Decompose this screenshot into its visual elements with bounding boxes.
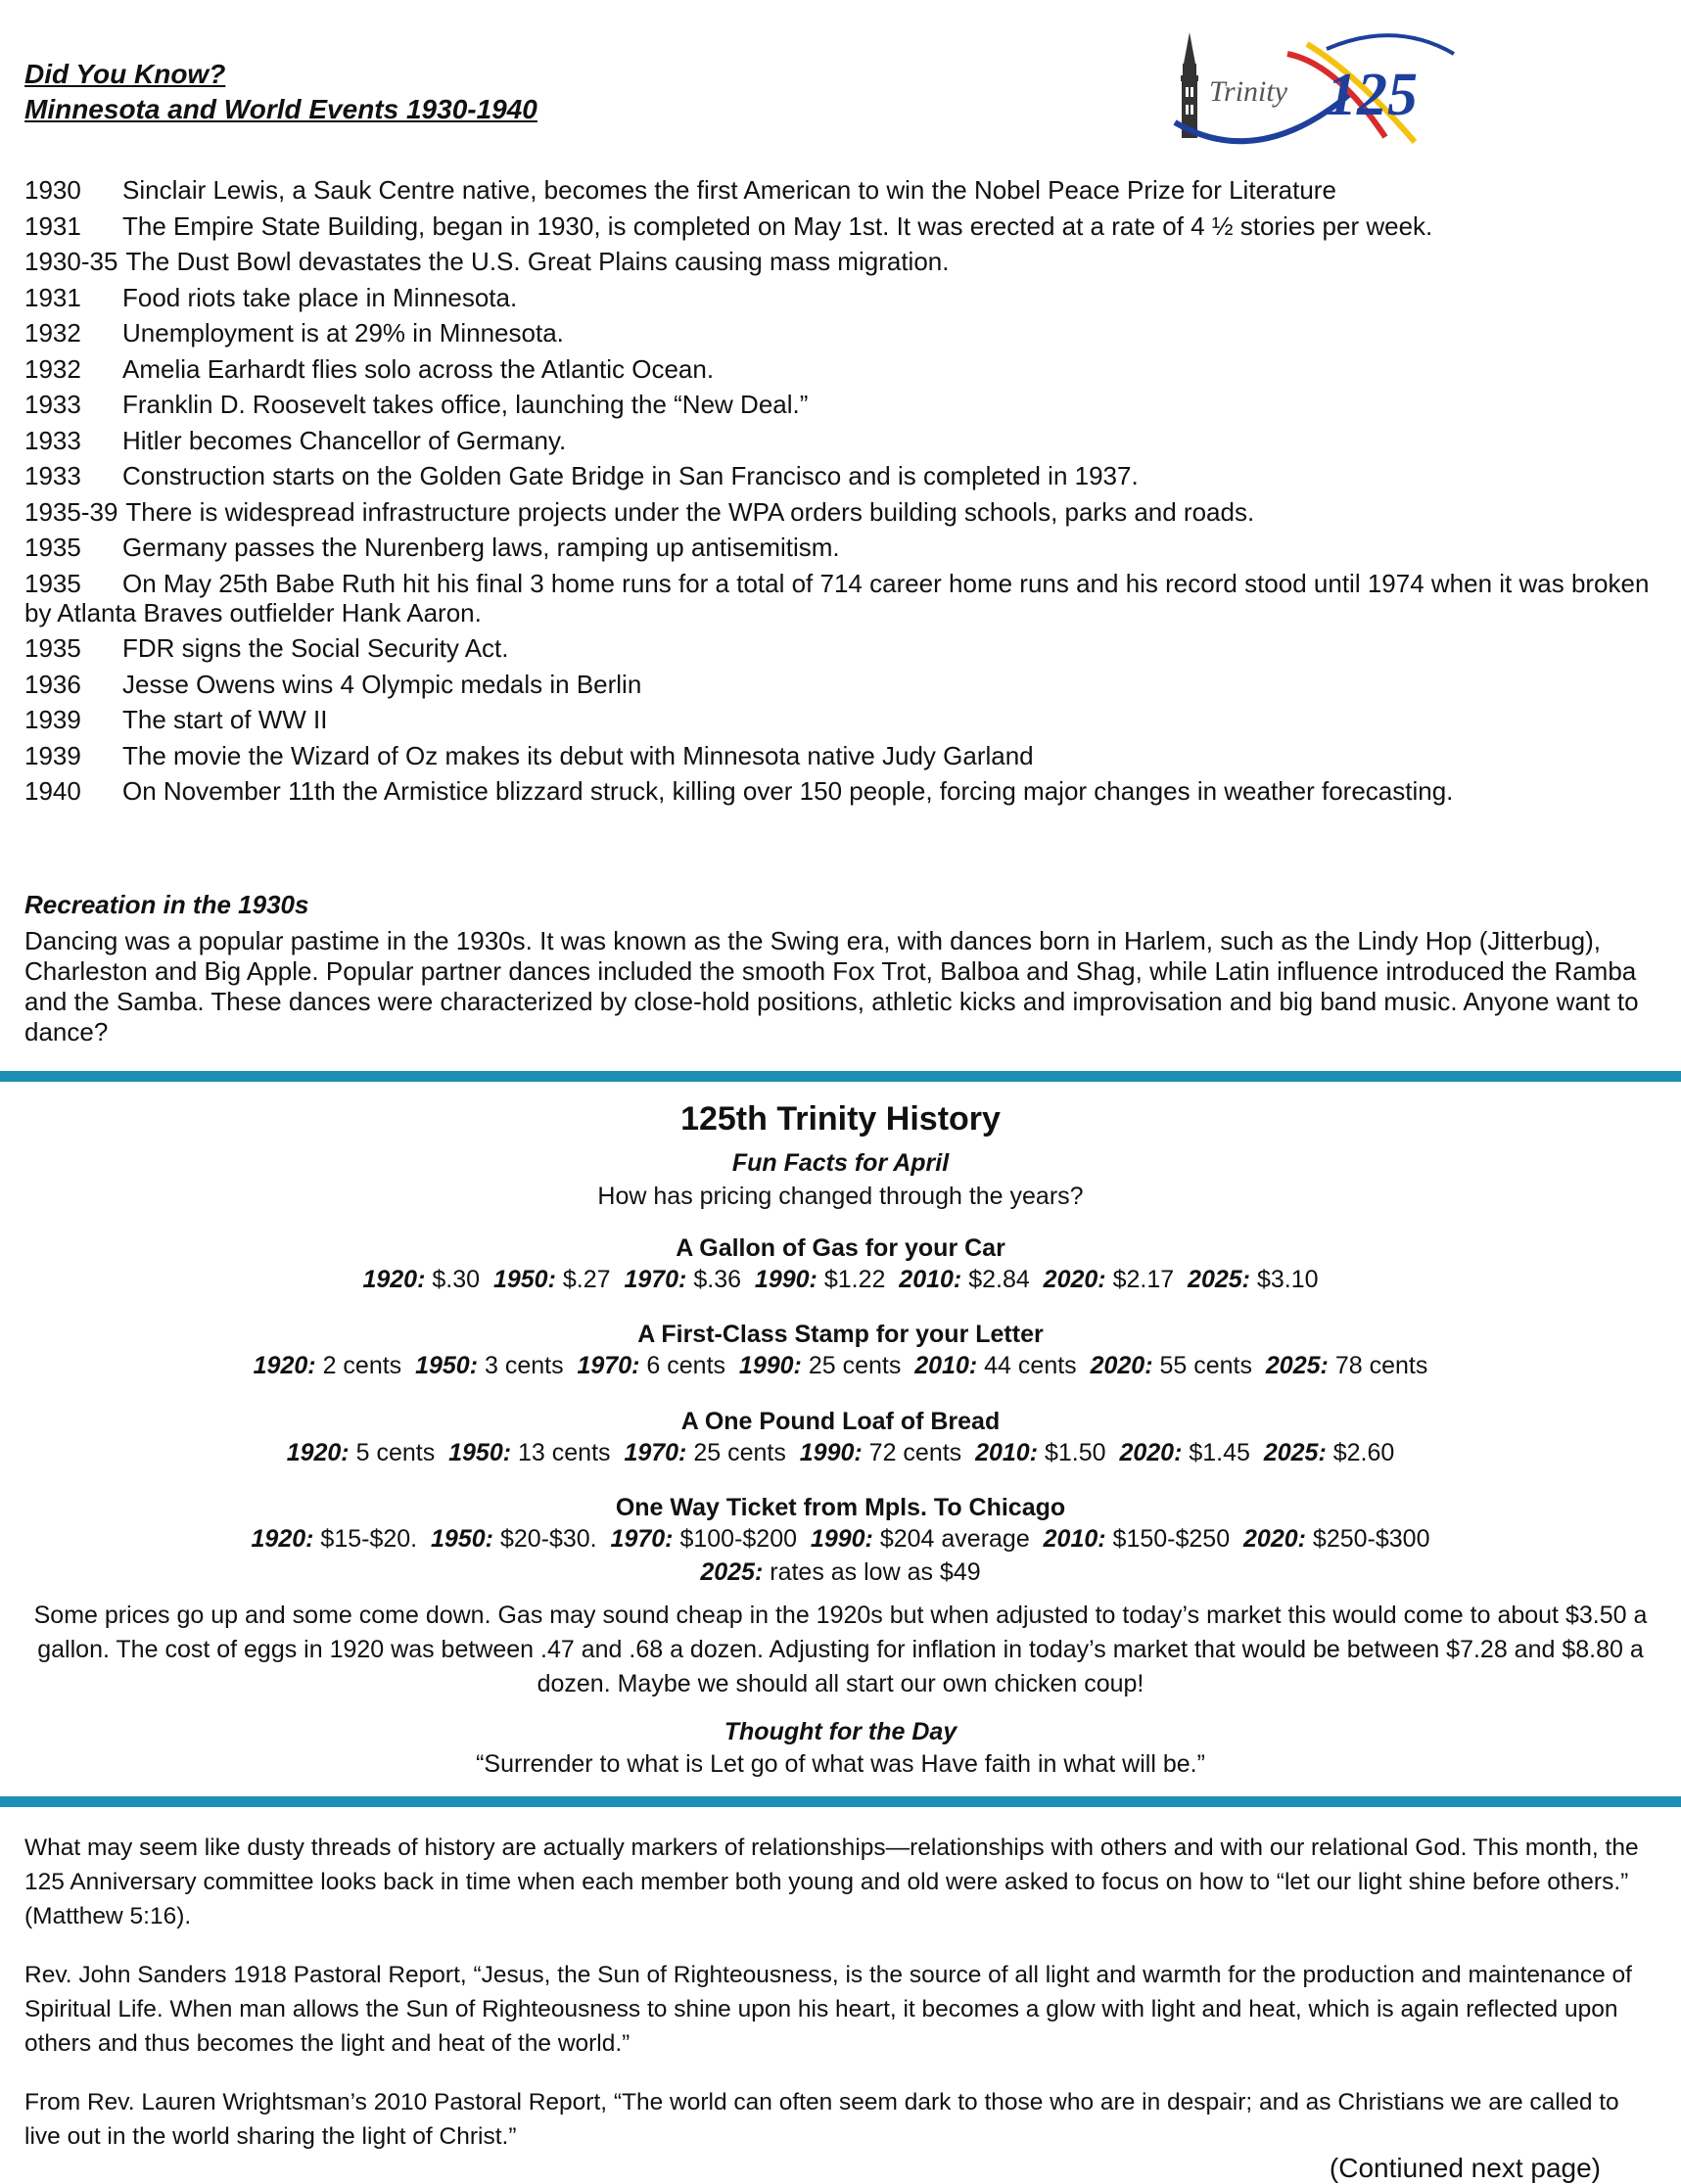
history-summary: Some prices go up and some come down. Gas may sound cheap in the 1920s but when adjusted to today’s market this would come to about $3.50 a gallon. The cost of eggs in 1920 was between .47 and .68 a dozen. Adjusting for inflation in today’s market that would be between $7.28 and $8.80 a dozen. Maybe we should all start our own chicken coup! — [33, 1602, 1648, 1697]
event-text: Germany passes the Nurenberg laws, ramping up antisemitism. — [122, 533, 840, 562]
event-item — [24, 390, 1659, 419]
paragraph-light: What may seem like dusty threads of history are actually markers of relationships—relationships with others and with our relational God. This month, the 125 Anniversary committee looks back in time when each member both young and old were asked to focus on how to “let our light shine before others.” (Matthew 5:16). — [24, 1835, 1639, 1929]
continued-note: (Contiuned next page) — [1329, 2153, 1601, 2183]
event-year: 1930-35 — [24, 247, 118, 276]
price-line — [20, 1437, 1661, 1468]
event-text: Construction starts on the Golden Gate Bridge in San Francisco and is completed in 1937. — [122, 461, 1139, 490]
event-year: 1930 — [24, 175, 81, 205]
logo-number: 125 — [1327, 62, 1418, 128]
price-value: $1.45 — [1189, 1439, 1250, 1466]
price-value: $250-$300 — [1312, 1525, 1430, 1553]
history-question: How has pricing changed through the years? — [597, 1183, 1084, 1210]
price-line — [20, 1523, 1661, 1555]
event-year: 1932 — [24, 353, 81, 384]
event-text: Food riots take place in Minnesota. — [122, 282, 518, 312]
price-year: 1950: — [448, 1439, 512, 1466]
event-year: 1933 — [24, 425, 81, 455]
price-value: $.27 — [562, 1266, 611, 1293]
price-section-heading: A First-Class Stamp for your Letter — [637, 1321, 1044, 1348]
event-text: FDR signs the Social Security Act. — [122, 633, 509, 663]
price-year: 2025: — [1188, 1266, 1250, 1293]
event-year: 1933 — [24, 390, 81, 419]
history-title — [20, 1097, 1661, 1143]
price-year: 1950: — [415, 1352, 479, 1379]
price-line — [20, 1557, 1661, 1588]
price-year: 1970: — [624, 1439, 687, 1466]
section-divider-bottom — [0, 1796, 1681, 1807]
event-text: Jesse Owens wins 4 Olympic medals in Berlin — [122, 669, 642, 699]
event-year: 1935 — [24, 533, 81, 562]
price-line — [20, 1350, 1661, 1381]
price-value: $20-$30. — [499, 1525, 597, 1553]
price-year: 1970: — [624, 1266, 687, 1293]
price-year: 1990: — [810, 1525, 873, 1553]
event-item — [24, 461, 1659, 490]
event-text: On November 11th the Armistice blizzard struck, killing over 150 people, forcing major changes in weather forecasting. — [122, 776, 1454, 806]
event-text: The Dust Bowl devastates the U.S. Great Plains causing mass migration. — [125, 247, 950, 276]
price-value: $150-$250 — [1112, 1525, 1231, 1553]
event-year: 1936 — [24, 669, 81, 699]
event-item — [24, 533, 1659, 562]
header-title-line1: Did You Know? — [24, 59, 226, 89]
price-value: 44 cents — [984, 1352, 1077, 1379]
price-year: 1990: — [754, 1266, 817, 1293]
price-value: $.30 — [432, 1266, 481, 1293]
price-value: 78 cents — [1334, 1352, 1428, 1379]
event-year: 1939 — [24, 705, 81, 734]
event-item — [24, 175, 1659, 205]
event-item — [24, 354, 1659, 384]
price-year: 1920: — [253, 1352, 316, 1379]
events-list — [24, 175, 1659, 813]
price-value: $204 average — [879, 1525, 1030, 1553]
event-year: 1935 — [24, 633, 81, 663]
price-value: 13 cents — [518, 1439, 611, 1466]
price-value: $2.84 — [968, 1266, 1030, 1293]
event-item — [24, 741, 1659, 770]
event-text: Sinclair Lewis, a Sauk Centre native, becomes the first American to win the Nobel Peace Prize for Literature — [122, 175, 1336, 205]
price-year: 1970: — [577, 1352, 640, 1379]
event-text: There is widespread infrastructure projects under the WPA orders building schools, parks and roads. — [125, 496, 1255, 527]
price-value: 25 cents — [693, 1439, 786, 1466]
event-item — [24, 705, 1659, 734]
price-year: 2020: — [1119, 1439, 1183, 1466]
price-year: 1920: — [251, 1525, 314, 1553]
event-item — [24, 569, 1659, 627]
price-value: 5 cents — [355, 1439, 436, 1466]
recreation-body: Dancing was a popular pastime in the 1930s. It was known as the Swing era, with dances born in Harlem, such as the Lindy Hop (Jitterbug), Charleston and Big Apple. Popular partner dances included the smooth Fox Trot, Balboa and Shag, while Latin influence introduced the Ramba and the Samba. These dances were characterized by close-hold positions, athletic kicks and improvisation and big band music. Anyone want to dance? — [24, 926, 1639, 1046]
price-value: $100-$200 — [679, 1525, 798, 1553]
event-text: The movie the Wizard of Oz makes its debut with Minnesota native Judy Garland — [122, 740, 1034, 770]
event-text: Unemployment is at 29% in Minnesota. — [122, 318, 564, 348]
price-year: 1990: — [799, 1439, 863, 1466]
price-year: 1970: — [610, 1525, 674, 1553]
event-item — [24, 247, 1659, 276]
price-year: 2025: — [1263, 1439, 1327, 1466]
event-text: The start of WW II — [122, 705, 328, 734]
steeple-icon — [1181, 32, 1198, 138]
event-text: Amelia Earhardt flies solo across the Atlantic Ocean. — [122, 353, 715, 384]
price-value: 25 cents — [808, 1352, 902, 1379]
page-header — [24, 57, 537, 127]
price-year: 1920: — [362, 1266, 426, 1293]
price-year: 1920: — [286, 1439, 350, 1466]
price-line — [20, 1264, 1661, 1295]
price-value: rates as low as $49 — [770, 1558, 981, 1586]
thought-text: “Surrender to what is Let go of what was Have faith in what will be.” — [476, 1750, 1205, 1778]
price-value: 6 cents — [646, 1352, 726, 1379]
price-value: 72 cents — [868, 1439, 962, 1466]
event-item — [24, 211, 1659, 241]
price-value: 2 cents — [322, 1352, 402, 1379]
logo-word: Trinity — [1209, 75, 1288, 108]
event-text: Hitler becomes Chancellor of Germany. — [122, 425, 567, 455]
price-value: $1.50 — [1045, 1439, 1106, 1466]
thought-title: Thought for the Day — [724, 1718, 957, 1745]
price-value: $3.10 — [1256, 1266, 1319, 1293]
history-title-text: 125th Trinity History — [680, 1100, 1001, 1138]
trinity-125-logo — [1170, 24, 1464, 162]
price-year: 2010: — [914, 1352, 978, 1379]
event-text: The Empire State Building, began in 1930, is completed on May 1st. It was erected at a rate of 4 ½ stories per week. — [122, 210, 1433, 241]
price-value: $15-$20. — [320, 1525, 418, 1553]
price-value: $2.60 — [1332, 1439, 1395, 1466]
price-year: 2010: — [975, 1439, 1039, 1466]
event-item — [24, 670, 1659, 699]
event-item — [24, 283, 1659, 312]
price-section-heading: A Gallon of Gas for your Car — [676, 1234, 1005, 1262]
price-value: $1.22 — [823, 1266, 886, 1293]
paragraph-wrightsman: From Rev. Lauren Wrightsman’s 2010 Pastoral Report, “The world can often seem dark to those who are in despair; and as Christians we are called to live out in the world sharing the light of Christ.” — [24, 2089, 1619, 2150]
event-year: 1940 — [24, 776, 81, 806]
event-year: 1935-39 — [24, 496, 118, 527]
event-year: 1939 — [24, 740, 81, 770]
price-year: 1950: — [492, 1266, 556, 1293]
event-text: Franklin D. Roosevelt takes office, launching the “New Deal.” — [122, 390, 809, 419]
history-subtitle: Fun Facts for April — [731, 1149, 950, 1177]
price-value: $.36 — [693, 1266, 742, 1293]
price-value: $2.17 — [1112, 1266, 1175, 1293]
price-year: 2020: — [1243, 1525, 1306, 1553]
paragraph-sanders: Rev. John Sanders 1918 Pastoral Report, “Jesus, the Sun of Righteousness, is the source of all light and warmth for the production and maintenance of Spiritual Life. When man allows the Sun of Righteousness to shine upon his heart, it becomes a glow with light and heat, which is again reflected upon others and thus becomes the light and heat of the world.” — [24, 1962, 1632, 2057]
event-item — [24, 497, 1659, 527]
price-year: 2025: — [700, 1558, 764, 1586]
event-item — [24, 426, 1659, 455]
section-divider-top — [0, 1071, 1681, 1082]
event-year: 1931 — [24, 282, 81, 312]
price-year: 2010: — [1043, 1525, 1106, 1553]
price-year: 2025: — [1265, 1352, 1329, 1379]
price-year: 2010: — [899, 1266, 962, 1293]
price-section-heading: A One Pound Loaf of Bread — [680, 1408, 1001, 1435]
event-year: 1933 — [24, 461, 81, 490]
event-year: 1935 — [24, 568, 81, 598]
recreation-title: Recreation in the 1930s — [24, 890, 309, 919]
event-item — [24, 633, 1659, 663]
event-year: 1932 — [24, 318, 81, 348]
price-year: 2020: — [1043, 1266, 1106, 1293]
event-item — [24, 318, 1659, 348]
price-value: 55 cents — [1159, 1352, 1252, 1379]
event-year: 1931 — [24, 210, 81, 241]
price-year: 2020: — [1090, 1352, 1153, 1379]
header-title-line2: Minnesota and World Events 1930-1940 — [24, 94, 537, 124]
event-text: On May 25th Babe Ruth hit his final 3 home runs for a total of 714 career home runs and his record stood until 1974 when it was broken by Atlanta Braves outfielder Hank Aaron. — [24, 568, 1650, 627]
event-item — [24, 776, 1659, 806]
price-value: 3 cents — [484, 1352, 564, 1379]
price-section-heading: One Way Ticket from Mpls. To Chicago — [615, 1494, 1066, 1521]
price-year: 1990: — [738, 1352, 802, 1379]
price-year: 1950: — [431, 1525, 493, 1553]
